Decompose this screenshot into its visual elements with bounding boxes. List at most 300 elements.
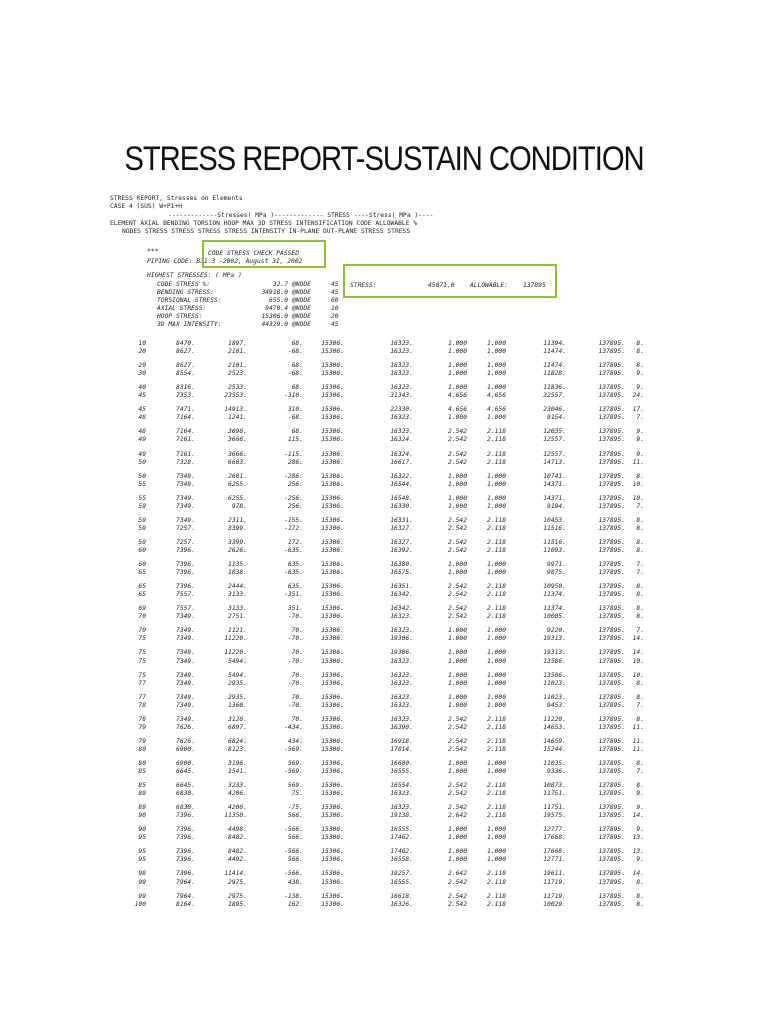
table-cell: 19313. bbox=[543, 649, 566, 657]
table-cell: 8470. bbox=[176, 340, 195, 347]
table-cell: 8. bbox=[636, 782, 644, 789]
table-cell: 137895. bbox=[598, 870, 625, 878]
table-cell: 1.000 bbox=[448, 472, 467, 480]
table-cell: 115. bbox=[287, 436, 303, 444]
table-cell: 68. bbox=[291, 340, 303, 347]
table-cell: 635. bbox=[287, 561, 303, 568]
table-cell: 1541. bbox=[228, 768, 247, 775]
table-cell: 137895. bbox=[598, 450, 625, 458]
table-cell: 137895. bbox=[598, 472, 625, 480]
table-cell: 16555. bbox=[390, 878, 413, 886]
table-cell: 11414. bbox=[224, 870, 247, 878]
table-cell: 137895. bbox=[598, 494, 625, 502]
table-cell: 8. bbox=[636, 679, 644, 687]
table-cell: 137895. bbox=[598, 569, 625, 576]
table-cell: 16323. bbox=[390, 657, 413, 665]
table-cell: 2.542 bbox=[448, 790, 467, 797]
table-cell: 15306. bbox=[321, 348, 344, 356]
table-cell: 14. bbox=[632, 870, 644, 878]
table-cell: 7. bbox=[636, 627, 644, 635]
table-cell: 8164. bbox=[176, 900, 195, 908]
highest-num: 60 bbox=[331, 297, 339, 304]
highest-value: 44329.0 bbox=[261, 321, 288, 328]
table-cell: 19138. bbox=[390, 812, 413, 820]
table-cell: 2.542 bbox=[448, 737, 467, 745]
table-cell: 1.000 bbox=[448, 627, 467, 635]
table-cell: 15306. bbox=[321, 834, 344, 842]
table-cell: 7. bbox=[636, 502, 644, 510]
table-cell: 17668. bbox=[543, 834, 566, 842]
table-cell: 137895. bbox=[598, 502, 625, 510]
table-cell: 1.000 bbox=[487, 848, 506, 856]
table-cell: 9. bbox=[636, 370, 644, 378]
table-cell: 6603. bbox=[228, 458, 247, 466]
table-cell: 1.000 bbox=[487, 657, 506, 665]
table-cell: 15306. bbox=[321, 627, 344, 635]
table-cell: 2.542 bbox=[448, 613, 467, 621]
table-cell: 68. bbox=[291, 384, 303, 392]
table-cell: 137895. bbox=[598, 878, 625, 886]
table-cell: 8. bbox=[636, 693, 644, 701]
table-cell: 3666. bbox=[228, 436, 247, 444]
table-cell: 15306. bbox=[321, 804, 344, 812]
table-cell: 1.000 bbox=[448, 657, 467, 665]
table-cell: 1121. bbox=[228, 627, 247, 635]
table-cell: 49 bbox=[138, 450, 146, 458]
table-cell: 7. bbox=[636, 414, 644, 422]
table-cell: 65 bbox=[138, 583, 146, 591]
table-cell: 20 bbox=[138, 362, 146, 370]
table-cell: 2.118 bbox=[487, 870, 506, 878]
table-cell: 1.000 bbox=[487, 472, 506, 480]
table-cell: 15306. bbox=[321, 494, 344, 502]
table-cell: 7349. bbox=[176, 715, 195, 723]
table-cell: 15306. bbox=[321, 605, 344, 613]
table-cell: 137895. bbox=[598, 834, 625, 842]
table-cell: 2.118 bbox=[487, 583, 506, 591]
table-cell: 2.542 bbox=[448, 591, 467, 599]
table-cell: 16390. bbox=[390, 723, 413, 731]
table-cell: 75 bbox=[138, 635, 146, 643]
highest-node: @NODE bbox=[292, 305, 311, 312]
table-cell: 8. bbox=[636, 348, 644, 356]
table-cell: 16331. bbox=[390, 516, 413, 524]
table-cell: 9. bbox=[636, 856, 644, 864]
table-cell: 45 bbox=[138, 392, 146, 400]
table-cell: 16323. bbox=[390, 693, 413, 701]
table-cell: 16392. bbox=[390, 547, 413, 554]
table-cell: 2.542 bbox=[448, 436, 467, 444]
table-cell: 75 bbox=[138, 657, 146, 665]
table-cell: 1895. bbox=[228, 900, 247, 908]
table-cell: 12557. bbox=[543, 450, 566, 458]
table-cell: 2.118 bbox=[487, 723, 506, 731]
table-cell: 2975. bbox=[228, 892, 247, 900]
table-cell: 137895. bbox=[598, 635, 625, 643]
table-cell: 2.542 bbox=[448, 428, 467, 436]
table-cell: 19313. bbox=[543, 635, 566, 643]
highest-node: @NODE bbox=[292, 321, 311, 328]
highest-num: 45 bbox=[331, 321, 339, 328]
table-cell: 14. bbox=[632, 649, 644, 657]
table-cell: 137895. bbox=[598, 561, 625, 568]
table-cell: 566. bbox=[287, 856, 303, 864]
table-cell: 59 bbox=[138, 538, 146, 546]
table-cell: -434. bbox=[284, 723, 303, 731]
table-cell: 1.000 bbox=[487, 701, 506, 709]
table-cell: 16342. bbox=[390, 605, 413, 613]
table-cell: 2.542 bbox=[448, 583, 467, 591]
table-cell: 137895. bbox=[598, 737, 625, 745]
table-cell: 12777. bbox=[543, 826, 566, 834]
table-cell: -566. bbox=[284, 870, 303, 878]
table-cell: 137895. bbox=[598, 826, 625, 834]
table-cell: 8554. bbox=[176, 370, 195, 378]
table-cell: 11828. bbox=[543, 370, 566, 378]
table-cell: 15306. bbox=[321, 591, 344, 599]
highest-value: 655.0 bbox=[269, 297, 288, 304]
table-cell: 7626. bbox=[176, 723, 195, 731]
table-cell: 79 bbox=[138, 737, 146, 745]
table-cell: 1.000 bbox=[448, 494, 467, 502]
table-cell: 90 bbox=[138, 826, 146, 834]
table-cell: 3133. bbox=[228, 605, 247, 613]
table-cell: 16323. bbox=[390, 370, 413, 378]
table-cell: 13586. bbox=[543, 671, 566, 679]
table-cell: -286. bbox=[284, 472, 303, 480]
table-cell: 137895. bbox=[598, 782, 625, 789]
table-cell: 9. bbox=[636, 384, 644, 392]
table-cell: 566. bbox=[287, 834, 303, 842]
table-cell: 15306. bbox=[321, 569, 344, 576]
table-cell: 16330. bbox=[390, 502, 413, 510]
table-cell: 6830. bbox=[176, 804, 195, 812]
stress-allowable-highlight-box bbox=[343, 264, 557, 298]
table-cell: 19257. bbox=[390, 870, 413, 878]
table-cell: 75 bbox=[138, 649, 146, 657]
table-cell: 15306. bbox=[321, 768, 344, 775]
table-cell: 7349. bbox=[176, 657, 195, 665]
table-cell: 8. bbox=[636, 900, 644, 908]
table-cell: 9336. bbox=[547, 768, 566, 775]
highest-value: 9470.4 bbox=[265, 305, 288, 312]
table-cell: 9. bbox=[636, 428, 644, 436]
table-cell: 48 bbox=[138, 414, 146, 422]
table-cell: 7349. bbox=[176, 635, 195, 643]
table-cell: 9. bbox=[636, 804, 644, 812]
table-cell: -155. bbox=[284, 516, 303, 524]
table-cell: 15306. bbox=[321, 516, 344, 524]
table-cell: 1.000 bbox=[487, 834, 506, 842]
table-cell: 15306. bbox=[321, 538, 344, 546]
table-cell: 8. bbox=[636, 583, 644, 591]
table-cell: 2101. bbox=[228, 362, 247, 370]
table-cell: 2.642 bbox=[448, 870, 467, 878]
table-cell: 11516. bbox=[543, 538, 566, 546]
table-cell: 32557. bbox=[543, 392, 566, 400]
table-cell: 15306. bbox=[321, 406, 344, 414]
table-cell: -68. bbox=[287, 348, 303, 356]
table-cell: 137895. bbox=[598, 657, 625, 665]
table-cell: 137895. bbox=[598, 804, 625, 812]
table-cell: 10950. bbox=[543, 583, 566, 591]
table-cell: 1.000 bbox=[487, 768, 506, 775]
table-cell: 2.542 bbox=[448, 892, 467, 900]
table-cell: 59 bbox=[138, 524, 146, 532]
table-cell: 16323. bbox=[390, 701, 413, 709]
table-cell: 11751. bbox=[543, 804, 566, 812]
table-cell: 15306. bbox=[321, 826, 344, 834]
table-cell: 7349. bbox=[176, 516, 195, 524]
table-cell: 2.118 bbox=[487, 790, 506, 797]
table-cell: 137895. bbox=[598, 745, 625, 753]
table-cell: 7. bbox=[636, 768, 644, 775]
highest-stresses-header: HIGHEST STRESSES: ( MPa ) bbox=[147, 272, 242, 279]
table-cell: 8123. bbox=[228, 745, 247, 753]
table-cell: 10873. bbox=[543, 782, 566, 789]
table-cell: 137895. bbox=[598, 458, 625, 466]
table-cell: -75. bbox=[287, 804, 303, 812]
table-cell: 11374. bbox=[543, 605, 566, 613]
table-cell: 19306. bbox=[390, 649, 413, 657]
table-cell: 75. bbox=[291, 790, 303, 797]
table-cell: 19306. bbox=[390, 635, 413, 643]
table-cell: 15244. bbox=[543, 745, 566, 753]
table-cell: 9875. bbox=[547, 569, 566, 576]
page-title: STRESS REPORT-SUSTAIN CONDITION bbox=[124, 140, 644, 178]
table-cell: 1.000 bbox=[487, 362, 506, 370]
table-cell: 11093. bbox=[543, 547, 566, 554]
table-cell: 15306. bbox=[321, 428, 344, 436]
table-cell: 3126. bbox=[228, 715, 247, 723]
table-cell: 7349. bbox=[176, 701, 195, 709]
table-cell: 16327. bbox=[390, 538, 413, 546]
table-cell: 16323. bbox=[390, 340, 413, 347]
table-cell: 14653. bbox=[543, 723, 566, 731]
table-cell: 14659. bbox=[543, 737, 566, 745]
table-cell: 15306. bbox=[321, 701, 344, 709]
table-cell: 95 bbox=[138, 856, 146, 864]
table-cell: 4.656 bbox=[448, 406, 467, 414]
table-cell: 2.118 bbox=[487, 591, 506, 599]
table-cell: 9. bbox=[636, 790, 644, 797]
table-cell: 16380. bbox=[390, 561, 413, 568]
table-cell: 60 bbox=[138, 561, 146, 568]
stress-group-header: -------------Stresses( MPa )------------- STRESS ----Stress( MPa )---- bbox=[168, 212, 434, 219]
table-cell: 15306. bbox=[321, 547, 344, 554]
max-stress-label: STRESS: bbox=[350, 282, 377, 289]
table-cell: 1.000 bbox=[448, 635, 467, 643]
table-cell: 978. bbox=[231, 502, 247, 510]
table-cell: 1897. bbox=[228, 340, 247, 347]
table-cell: 2.118 bbox=[487, 737, 506, 745]
table-cell: 7964. bbox=[176, 892, 195, 900]
table-cell: 2.542 bbox=[448, 458, 467, 466]
table-cell: 6645. bbox=[176, 782, 195, 789]
table-cell: 80 bbox=[138, 759, 146, 767]
table-cell: 2.118 bbox=[487, 900, 506, 908]
table-cell: 15306. bbox=[321, 782, 344, 789]
table-cell: 1.000 bbox=[487, 494, 506, 502]
table-cell: 16322. bbox=[390, 472, 413, 480]
table-cell: 8627. bbox=[176, 348, 195, 356]
table-cell: 70. bbox=[291, 649, 303, 657]
table-cell: 15306. bbox=[321, 392, 344, 400]
table-cell: 2.118 bbox=[487, 547, 506, 554]
table-cell: 15306. bbox=[321, 502, 344, 510]
table-cell: 1.000 bbox=[448, 502, 467, 510]
table-cell: 14. bbox=[632, 812, 644, 820]
table-cell: 77 bbox=[138, 679, 146, 687]
table-cell: 12557. bbox=[543, 436, 566, 444]
table-cell: -569. bbox=[284, 745, 303, 753]
table-cell: 98 bbox=[138, 870, 146, 878]
table-cell: 566. bbox=[287, 812, 303, 820]
table-cell: 7257. bbox=[176, 524, 195, 532]
table-cell: -115. bbox=[284, 450, 303, 458]
table-cell: 8. bbox=[636, 340, 644, 347]
table-cell: 16680. bbox=[390, 759, 413, 767]
table-cell: 569. bbox=[287, 782, 303, 789]
table-cell: 100 bbox=[134, 900, 146, 908]
table-cell: 95 bbox=[138, 848, 146, 856]
table-cell: 2.542 bbox=[448, 745, 467, 753]
table-cell: 137895. bbox=[598, 516, 625, 524]
table-cell: 89 bbox=[138, 790, 146, 797]
table-cell: 1.000 bbox=[448, 693, 467, 701]
table-cell: 635. bbox=[287, 583, 303, 591]
table-cell: 1.000 bbox=[448, 561, 467, 568]
table-cell: 1241. bbox=[228, 414, 247, 422]
table-cell: 351. bbox=[287, 605, 303, 613]
table-cell: 15306. bbox=[321, 657, 344, 665]
table-cell: 19575. bbox=[543, 812, 566, 820]
table-cell: 256. bbox=[287, 502, 303, 510]
table-cell: -635. bbox=[284, 547, 303, 554]
table-cell: 8. bbox=[636, 547, 644, 554]
table-cell: 2.542 bbox=[448, 516, 467, 524]
table-cell: 11023. bbox=[543, 693, 566, 701]
table-cell: 137895. bbox=[598, 715, 625, 723]
table-cell: 569. bbox=[287, 759, 303, 767]
table-cell: 2444. bbox=[228, 583, 247, 591]
highest-label: CODE STRESS %: bbox=[157, 281, 211, 288]
table-cell: 2.118 bbox=[487, 782, 506, 789]
table-cell: 15306. bbox=[321, 759, 344, 767]
table-cell: 11374. bbox=[543, 591, 566, 599]
highest-label: TORSIONAL STRESS: bbox=[157, 297, 222, 304]
table-cell: 10453. bbox=[543, 516, 566, 524]
table-cell: 8. bbox=[636, 892, 644, 900]
table-cell: 137895. bbox=[598, 790, 625, 797]
table-cell: 137895. bbox=[598, 591, 625, 599]
table-cell: 8. bbox=[636, 759, 644, 767]
table-cell: 7349. bbox=[176, 679, 195, 687]
highest-num: 45 bbox=[331, 289, 339, 296]
column-header-2: NODES STRESS STRESS STRESS STRESS INTENSITY IN-PLANE OUT-PLANE STRESS STRESS bbox=[122, 228, 411, 235]
table-cell: 137895. bbox=[598, 348, 625, 356]
table-cell: 55 bbox=[138, 480, 146, 488]
table-cell: 9. bbox=[636, 436, 644, 444]
table-cell: 3233. bbox=[228, 782, 247, 789]
table-cell: 15306. bbox=[321, 745, 344, 753]
table-cell: 13586. bbox=[543, 657, 566, 665]
table-cell: 1.000 bbox=[487, 370, 506, 378]
table-cell: 99 bbox=[138, 892, 146, 900]
table-cell: 137895. bbox=[598, 524, 625, 532]
table-cell: -635. bbox=[284, 569, 303, 576]
table-cell: 1.000 bbox=[487, 384, 506, 392]
table-cell: 15306. bbox=[321, 458, 344, 466]
table-cell: 1.000 bbox=[487, 480, 506, 488]
report-title-line: STRESS REPORT, Stresses on Elements bbox=[110, 195, 243, 202]
table-cell: 12035. bbox=[543, 428, 566, 436]
table-cell: 11394. bbox=[543, 340, 566, 347]
table-cell: 15306. bbox=[321, 900, 344, 908]
table-cell: 1038. bbox=[228, 569, 247, 576]
table-cell: 15306. bbox=[321, 362, 344, 370]
table-cell: 2.118 bbox=[487, 605, 506, 613]
table-cell: 70. bbox=[291, 671, 303, 679]
table-cell: 15306. bbox=[321, 892, 344, 900]
table-cell: 1.000 bbox=[448, 759, 467, 767]
table-cell: 1.000 bbox=[487, 671, 506, 679]
table-cell: 7557. bbox=[176, 605, 195, 613]
table-cell: 1.000 bbox=[448, 480, 467, 488]
table-cell: 17462. bbox=[390, 834, 413, 842]
table-cell: 11516. bbox=[543, 524, 566, 532]
table-cell: 40 bbox=[138, 384, 146, 392]
table-cell: 15306. bbox=[321, 384, 344, 392]
table-cell: 16323. bbox=[390, 414, 413, 422]
table-cell: 7396. bbox=[176, 848, 195, 856]
table-cell: 7349. bbox=[176, 472, 195, 480]
table-cell: 15306. bbox=[321, 524, 344, 532]
table-cell: 10. bbox=[632, 480, 644, 488]
highest-label: AXIAL STRESS: bbox=[157, 305, 207, 312]
table-cell: 2.642 bbox=[448, 812, 467, 820]
table-cell: 8. bbox=[636, 715, 644, 723]
table-cell: 2.118 bbox=[487, 458, 506, 466]
table-cell: 78 bbox=[138, 715, 146, 723]
table-cell: 10. bbox=[632, 671, 644, 679]
table-cell: 15306. bbox=[321, 856, 344, 864]
table-cell: 70. bbox=[291, 627, 303, 635]
table-cell: 2.118 bbox=[487, 613, 506, 621]
highest-num: 10 bbox=[331, 305, 339, 312]
table-cell: 9971. bbox=[547, 561, 566, 568]
table-cell: 8482. bbox=[228, 848, 247, 856]
table-cell: -566. bbox=[284, 826, 303, 834]
table-cell: 1.000 bbox=[448, 671, 467, 679]
table-cell: 9220. bbox=[547, 627, 566, 635]
table-cell: 1.000 bbox=[448, 856, 467, 864]
table-cell: 15306. bbox=[321, 812, 344, 820]
table-cell: 70. bbox=[291, 693, 303, 701]
table-cell: 99 bbox=[138, 878, 146, 886]
table-cell: 6255. bbox=[228, 494, 247, 502]
table-cell: 137895. bbox=[598, 701, 625, 709]
table-cell: 6824. bbox=[228, 737, 247, 745]
table-cell: 15306. bbox=[321, 561, 344, 568]
table-cell: 2.118 bbox=[487, 538, 506, 546]
table-cell: 2.542 bbox=[448, 723, 467, 731]
table-cell: 3133. bbox=[228, 591, 247, 599]
table-cell: 10005. bbox=[543, 613, 566, 621]
table-cell: 16323. bbox=[390, 362, 413, 370]
table-cell: 1.000 bbox=[448, 826, 467, 834]
table-cell: 11719. bbox=[543, 892, 566, 900]
